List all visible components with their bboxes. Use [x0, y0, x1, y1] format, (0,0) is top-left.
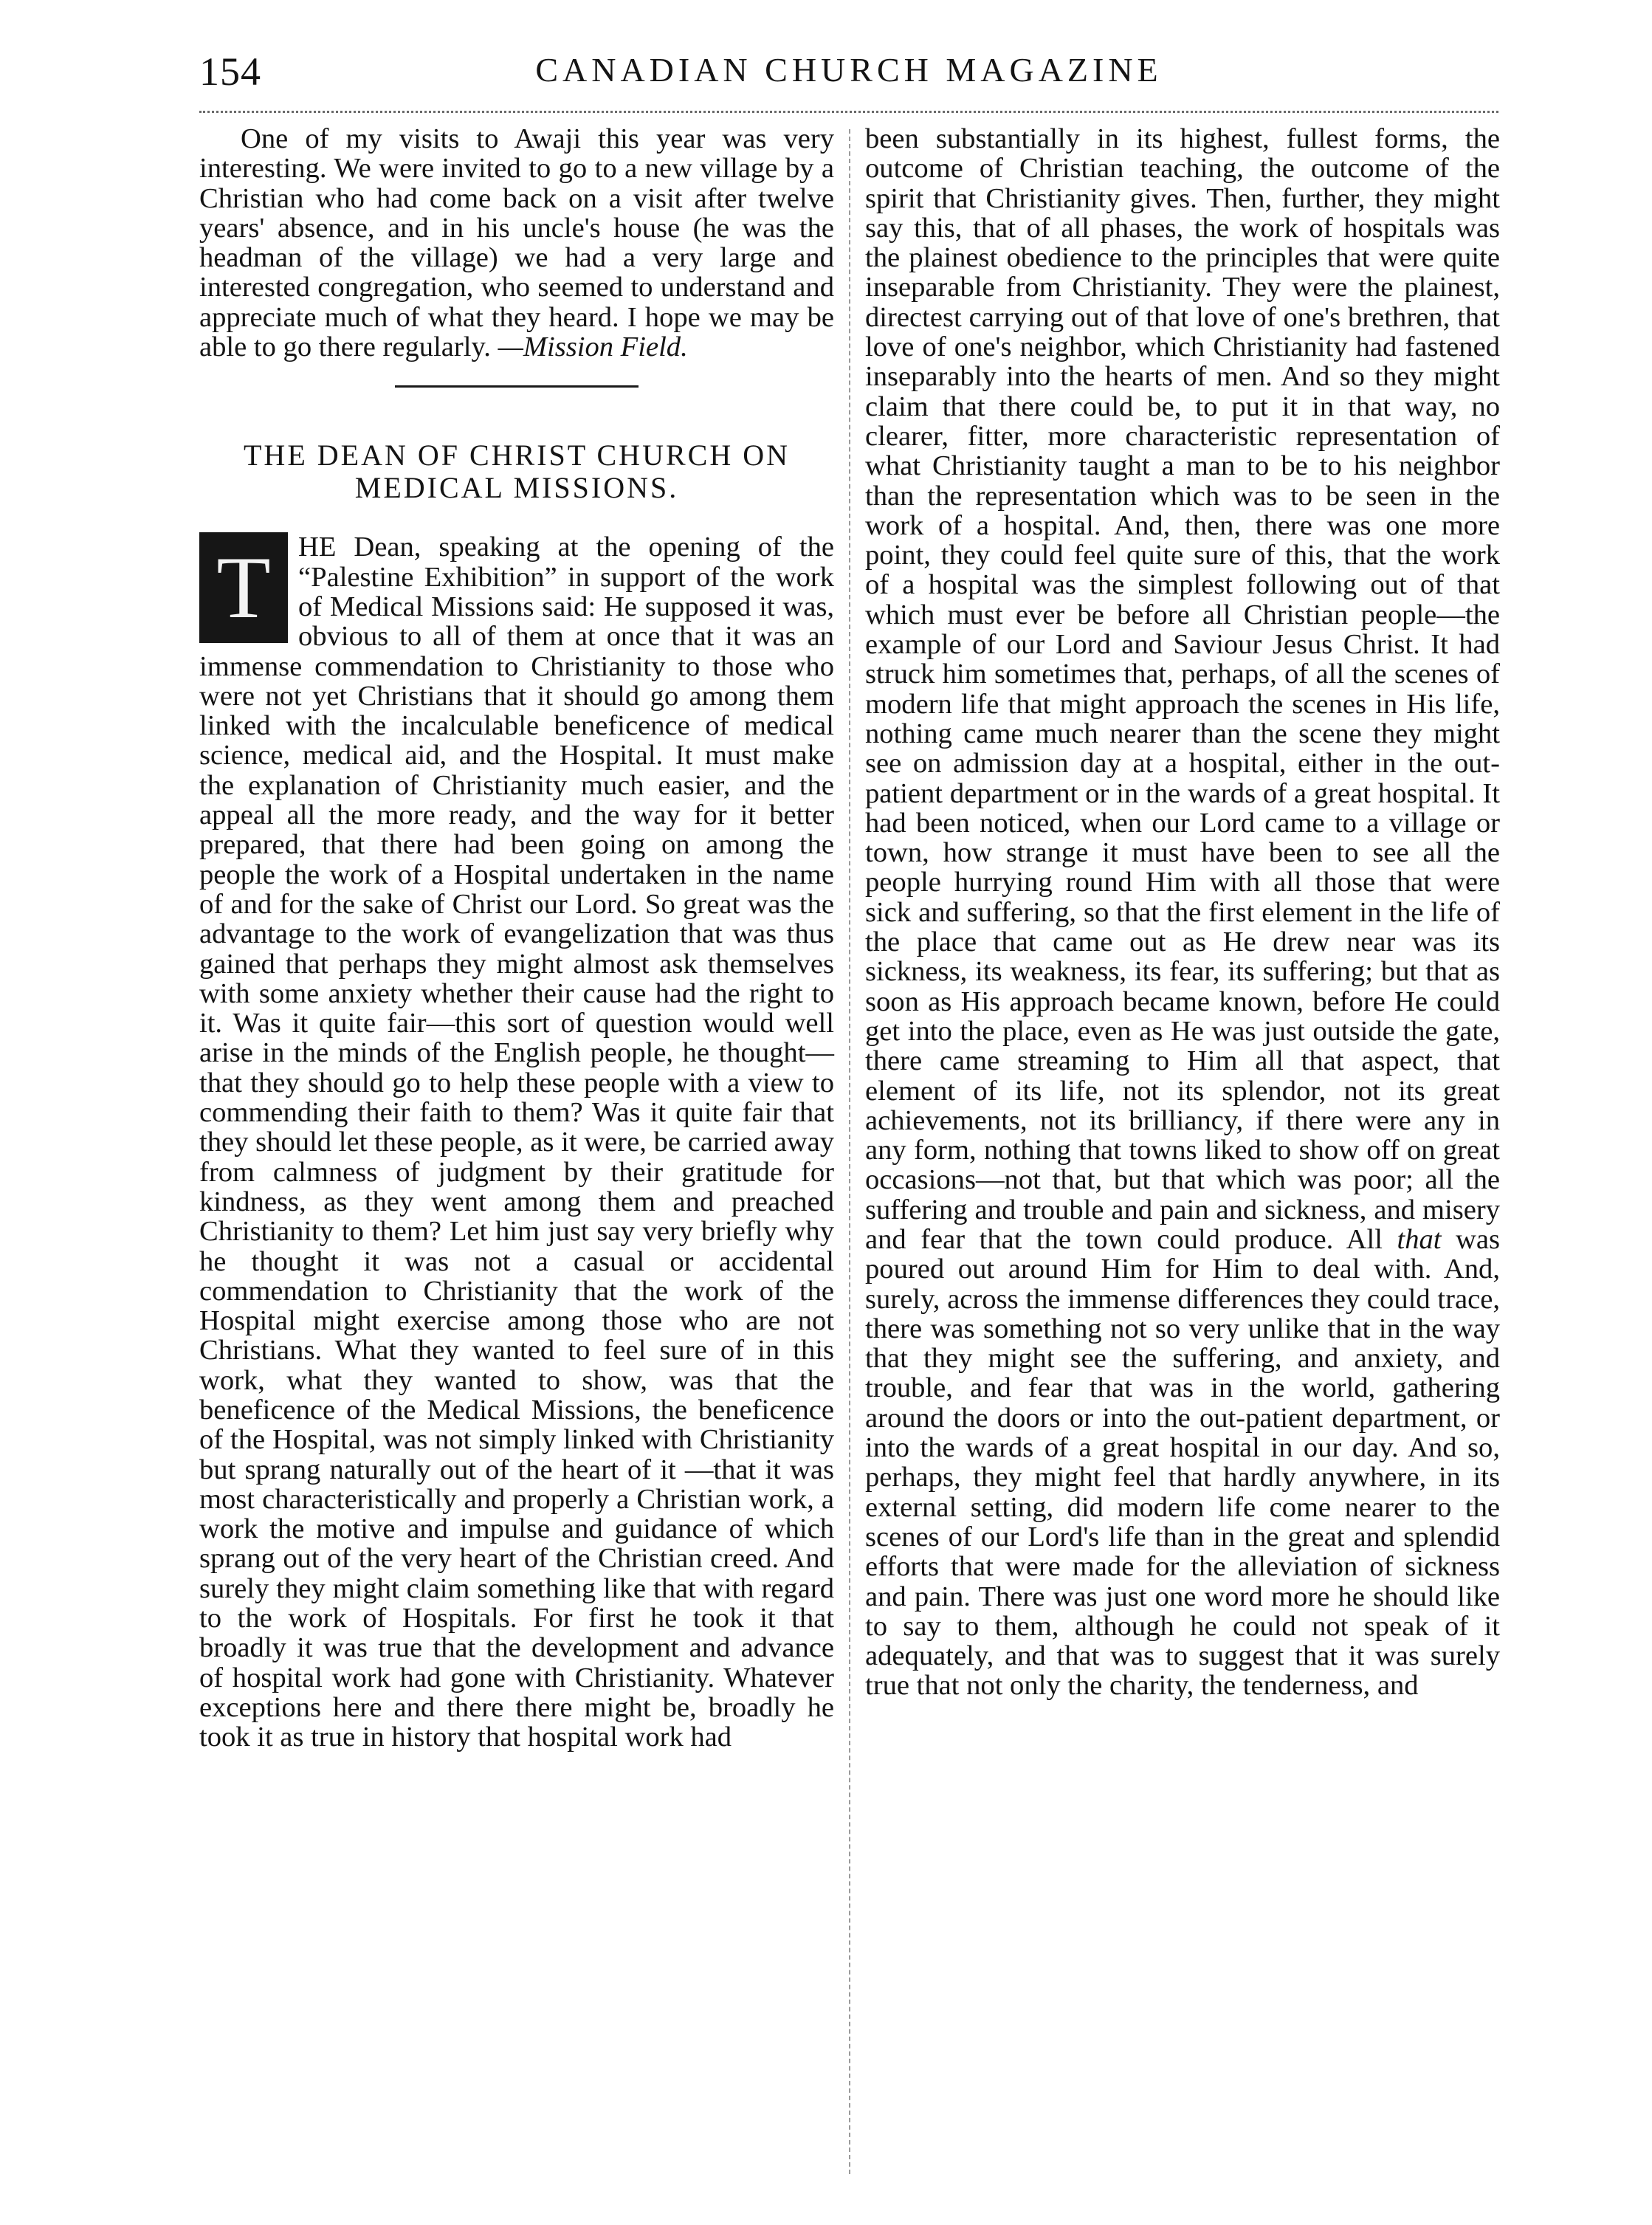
- page-number: 154: [199, 49, 261, 94]
- section-divider: [395, 385, 639, 388]
- article-right-text-b: was poured out around Him for Him to deal with. And, surely, across the immense differences they could trace, there was something not so very unlike that in the way that they might see the suffering, and anxiety, and trouble, and fear that was in the world, gathering around the doors or into the out-patient department, or into the wards of a great hospital in our day. And so, perhaps, they might feel that hardly anywhere, in its external setting, did modern life come nearer to the scenes of our Lord's life than in the great and splendid efforts that were made for the alleviation of sickness and pain. There was just one word more he should like to say to them, although he could not speak of it adequately, and that was to suggest that it was surely true that not only the charity, the tenderness, and: [865, 1223, 1500, 1702]
- drop-cap: T: [199, 532, 288, 643]
- intro-source: —Mission Field.: [498, 331, 688, 363]
- article-body-right: [865, 124, 1500, 1701]
- header-rule: [199, 111, 1498, 113]
- page-header: [199, 49, 1498, 108]
- article-headline: THE DEAN OF CHRIST CHURCH ON MEDICAL MISSIONS.: [244, 439, 790, 505]
- intro-paragraph: [199, 124, 834, 362]
- running-title: CANADIAN CHURCH MAGAZINE: [535, 51, 1163, 89]
- left-column: [199, 124, 834, 1753]
- column-gutter: [849, 129, 850, 2174]
- article-left-text: HE Dean, speaking at the opening of the “Palestine Exhibition” in support of the work of Medical Missions said: He supposed it was, obvious to all of them at once that it was an immense commendation to Christianity to those who were not yet Christians that it should go among them linked with the incalculable beneficence of medical science, medical aid, and the Hospital. It must make the explanation of Christianity much easier, and the appeal all the more ready, and the way for it better prepared, that there had been going on among the people the work of a Hospital undertaken in the name of and for the sake of Christ our Lord. So great was the advantage to the work of evangelization that was thus gained that perhaps they might almost ask themselves with some anxiety whether their cause had the right to it. Was it quite fair—this sort of question would well arise in the minds of the English people, he thought—that they should go to help these people with a view to commending their faith to them? Was it quite fair that they should let these people, as it were, be carried away from calmness of judgment by their gratitude for kindness, as they went among them and preached Christianity to them? Let him just say very briefly why he thought it was not a casual or accidental commendation to Christianity that the work of the Hospital might exercise among those who are not Christians. What they wanted to feel sure of in this work, what they wanted to show, was that the beneficence of the Medical Missions, the beneficence of the Hospital, was not simply linked with Christianity but sprang naturally out of the heart of it —that it was most characteristically and properly a Christian work, a work the motive and impulse and guidance of which sprang out of the very heart of the Christian creed. And surely they might claim something like that with regard to the work of Hospitals. For first he took it that broadly it was true that the development and advance of hospital work had gone with Christianity. Whatever exceptions here and there there might be, broadly he took it as true in history that hospital work had: [199, 532, 834, 1753]
- right-column: [865, 124, 1500, 1701]
- intro-text: One of my visits to Awaji this year was very interesting. We were invited to go to a new village by a Christian who had come back on a visit after twelve years' absence, and in his uncle's house (he was the headman of the village) we had a very large and interested congregation, who seemed to understand and appreciate much of what they heard. I hope we may be able to go there regularly.: [199, 123, 834, 363]
- article-body-left: [199, 532, 834, 1752]
- article-right-text-a: been substantially in its highest, fullest forms, the outcome of Christian teaching, the outcome of the spirit that Christianity gives. Then, further, they might say this, that of all phases, the work of hospitals was the plainest obedience to the principles that were quite inseparable from Christianity. They were the plainest, directest carrying out of that love of one's brethren, that love of one's neighbor, which Christianity had fastened inseparably into the hearts of men. And so they might claim that there could be, to put it in that way, no clearer, fitter, more characteristic representation of what Christianity taught a man to be to his neighbor than the representation which was to be seen in the work of a hospital. And, then, there was one more point, they could feel quite sure of this, that the work of a hospital was the simplest following out of that which must ever be before all Christian people—the example of our Lord and Saviour Jesus Christ. It had struck him sometimes that, perhaps, of all the scenes of modern life that might approach the scenes in His life, nothing came much nearer than the scene they might see on admission day at a hospital, either in the out-patient department or in the wards of a great hospital. It had been noticed, when our Lord came to a village or town, how strange it must have been to see all the people hurrying round Him with all those that were sick and suffering, so that the first element in the life of the place that came out as He drew near was its sickness, its weakness, its fear, its suffering; but that as soon as His approach became known, before He could get into the place, even as He was just outside the gate, there came streaming to Him all that aspect, that element of its life, not its splendor, not its great achievements, not its brilliancy, if there were any in any form, nothing that towns liked to show off on great occasions—not that, but that which was poor; all the suffering and trouble and pain and sickness, and misery and fear that the town could produce. All: [865, 123, 1500, 1255]
- emphasized-word: that: [1397, 1223, 1442, 1255]
